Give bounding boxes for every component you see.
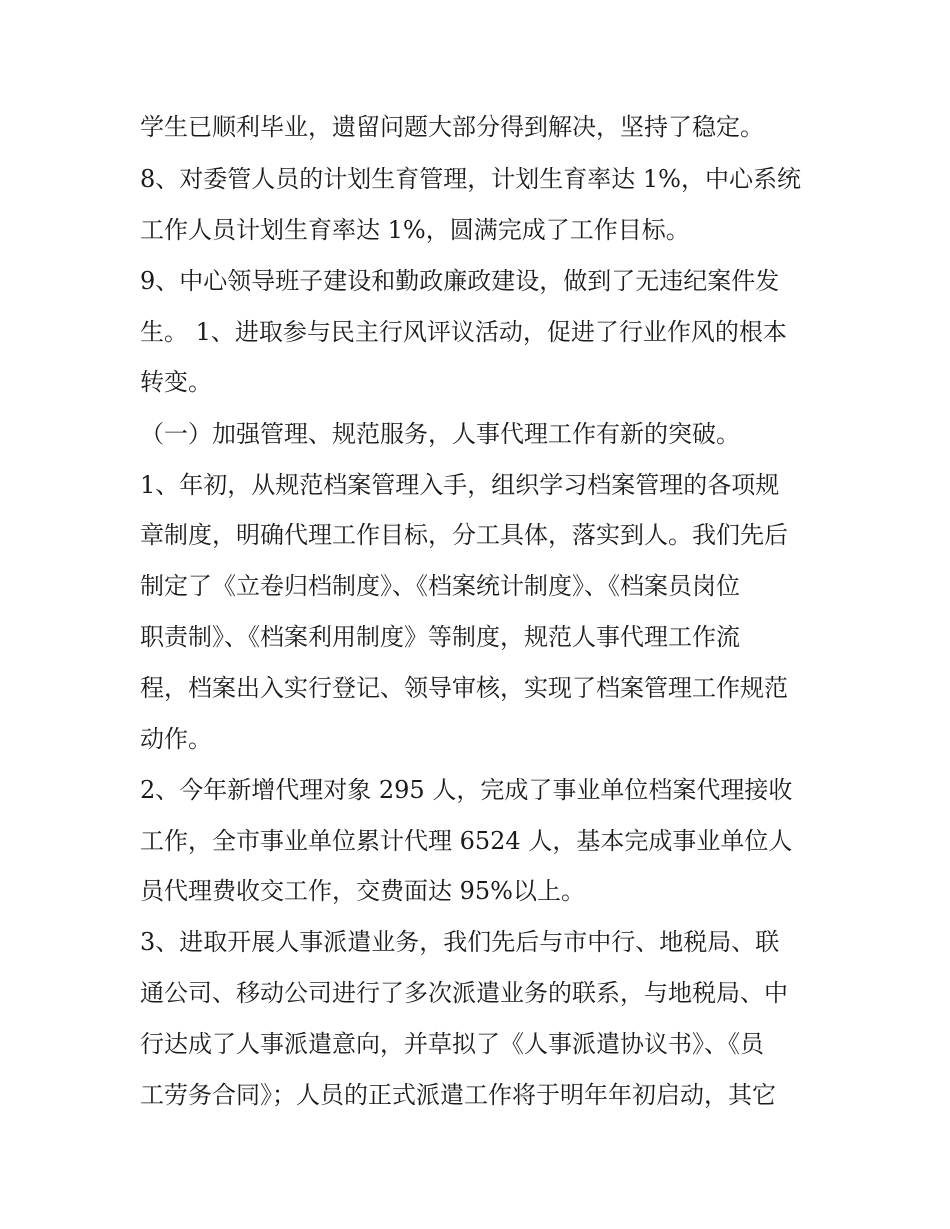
text-line: 制定了《立卷归档制度》、《档案统计制度》、《档案员岗位 — [140, 572, 740, 600]
text-line: 学生已顺利毕业，遗留问题大部分得到解决，坚持了稳定。 — [140, 113, 764, 141]
text-line: 1、年初，从规范档案管理入手，组织学习档案管理的各项规 — [140, 471, 780, 499]
text-line: 转变。 — [140, 368, 212, 396]
section-heading: （一）加强管理、规范服务，人事代理工作有新的突破。 — [140, 420, 740, 448]
text-line: 工作，全市事业单位累计代理 6524 人，基本完成事业单位人 — [140, 827, 793, 855]
text-line: 9、中心领导班子建设和勤政廉政建设，做到了无违纪案件发 — [140, 267, 780, 295]
text-line: 8、对委管人员的计划生育管理，计划生育率达 1%，中心系统 — [140, 165, 801, 193]
text-line: 通公司、移动公司进行了多次派遣业务的联系，与地税局、中 — [140, 979, 788, 1007]
text-line: 程，档案出入实行登记、领导审核，实现了档案管理工作规范 — [140, 674, 788, 702]
text-line: 生。 1、进取参与民主行风评议活动，促进了行业作风的根本 — [140, 318, 787, 346]
text-line: 工劳务合同》；人员的正式派遣工作将于明年年初启动，其它 — [140, 1081, 776, 1109]
text-line: 员代理费收交工作，交费面达 95%以上。 — [140, 877, 585, 905]
text-line: 3、进取开展人事派遣业务，我们先后与市中行、地税局、联 — [140, 928, 780, 956]
text-line: 章制度，明确代理工作目标，分工具体，落实到人。我们先后 — [140, 521, 788, 549]
text-line: 工作人员计划生育率达 1%，圆满完成了工作目标。 — [140, 216, 690, 244]
text-line: 2、今年新增代理对象 295 人，完成了事业单位档案代理接收 — [140, 776, 793, 804]
text-line: 职责制》、《档案利用制度》等制度，规范人事代理工作流 — [140, 623, 740, 651]
text-line: 动作。 — [140, 725, 212, 753]
text-line: 行达成了人事派遣意向，并草拟了《人事派遣协议书》、《员 — [140, 1030, 764, 1058]
